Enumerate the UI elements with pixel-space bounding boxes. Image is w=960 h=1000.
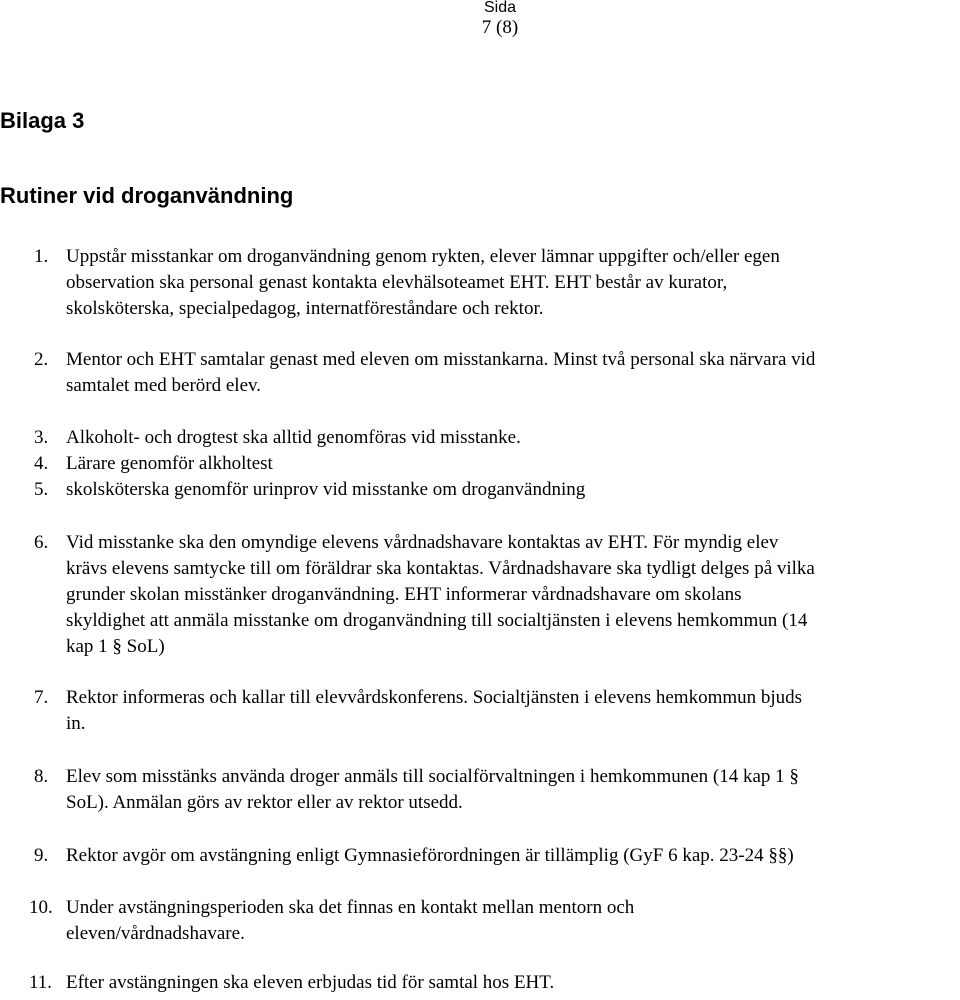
list-item-number: 10.	[29, 897, 53, 918]
text-line: Uppstår misstankar om droganvändning genom rykten, elever lämnar uppgifter och/eller egen	[66, 246, 780, 267]
list-item-text	[66, 970, 960, 996]
text-line: skolsköterska genomför urinprov vid misstanke om droganvändning	[66, 479, 586, 500]
appendix-heading: Bilaga 3	[0, 108, 85, 133]
text-line: Elev som misstänks använda droger anmäls till socialförvaltningen i hemkommunen (14 kap 1 §	[66, 766, 799, 787]
list-item-text	[66, 477, 960, 503]
list-item-text	[66, 451, 960, 477]
list-item-number: 7.	[34, 687, 49, 708]
list-item-text	[66, 843, 960, 869]
page-label: Sida	[483, 0, 517, 14]
list-item-number: 9.	[34, 845, 49, 866]
list-item-text	[66, 530, 960, 660]
text-line: eleven/vårdnadshavare.	[66, 923, 245, 944]
list-item-number: 4.	[34, 453, 49, 474]
list-item-number: 8.	[34, 766, 49, 787]
text-line: Under avstängningsperioden ska det finnas en kontakt mellan mentorn och	[66, 897, 635, 918]
list-item-text	[66, 764, 960, 816]
list-item-number: 3.	[34, 427, 49, 448]
text-line: Mentor och EHT samtalar genast med eleven om misstankarna. Minst två personal ska närvara vid	[66, 349, 816, 370]
text-line: in.	[66, 713, 86, 734]
document-title: Rutiner vid droganvändning	[0, 183, 294, 208]
text-line: samtalet med berörd elev.	[66, 375, 262, 396]
list-item-number: 1.	[34, 246, 49, 267]
text-line: observation ska personal genast kontakta elevhälsoteamet EHT. EHT består av kurator,	[66, 272, 728, 293]
text-line: krävs elevens samtycke till om föräldrar ska kontaktas. Vårdnadshavare ska tydligt delges på vilka	[66, 558, 815, 579]
list-item-text	[66, 244, 960, 322]
list-item-number: 5.	[34, 479, 49, 500]
text-line: skyldighet att anmäla misstanke om droganvändning till socialtjänsten i elevens hemkommun (14	[66, 610, 808, 631]
text-line: grunder skolan misstänker droganvändning. EHT informerar vårdnadshavare om skolans	[66, 584, 742, 605]
list-item-text	[66, 685, 960, 737]
text-line: skolsköterska, specialpedagog, internatföreståndare och rektor.	[66, 298, 544, 319]
list-item-text	[66, 425, 960, 451]
text-line: Lärare genomför alkholtest	[66, 453, 273, 474]
text-line: Alkoholt- och drogtest ska alltid genomföras vid misstanke.	[66, 427, 521, 448]
text-line: Rektor avgör om avstängning enligt Gymnasieförordningen är tillämplig (GyF 6 kap. 23-24 §§)	[66, 845, 794, 866]
list-item-number: 11.	[29, 972, 53, 993]
list-item-number: 2.	[34, 349, 49, 370]
page-number: 7 (8)	[481, 17, 519, 38]
list-item-text	[66, 347, 960, 399]
text-line: Vid misstanke ska den omyndige elevens vårdnadshavare kontaktas av EHT. För myndig elev	[66, 532, 779, 553]
page-header	[0, 0, 960, 36]
text-line: Rektor informeras och kallar till elevvårdskonferens. Socialtjänsten i elevens hemkommun bjuds	[66, 687, 803, 708]
text-line: kap 1 § SoL)	[66, 636, 165, 657]
text-line: Efter avstängningen ska eleven erbjudas tid för samtal hos EHT.	[66, 972, 555, 993]
list-item-text	[66, 895, 960, 947]
text-line: SoL). Anmälan görs av rektor eller av rektor utsedd.	[66, 792, 463, 813]
list-item-number: 6.	[34, 532, 49, 553]
